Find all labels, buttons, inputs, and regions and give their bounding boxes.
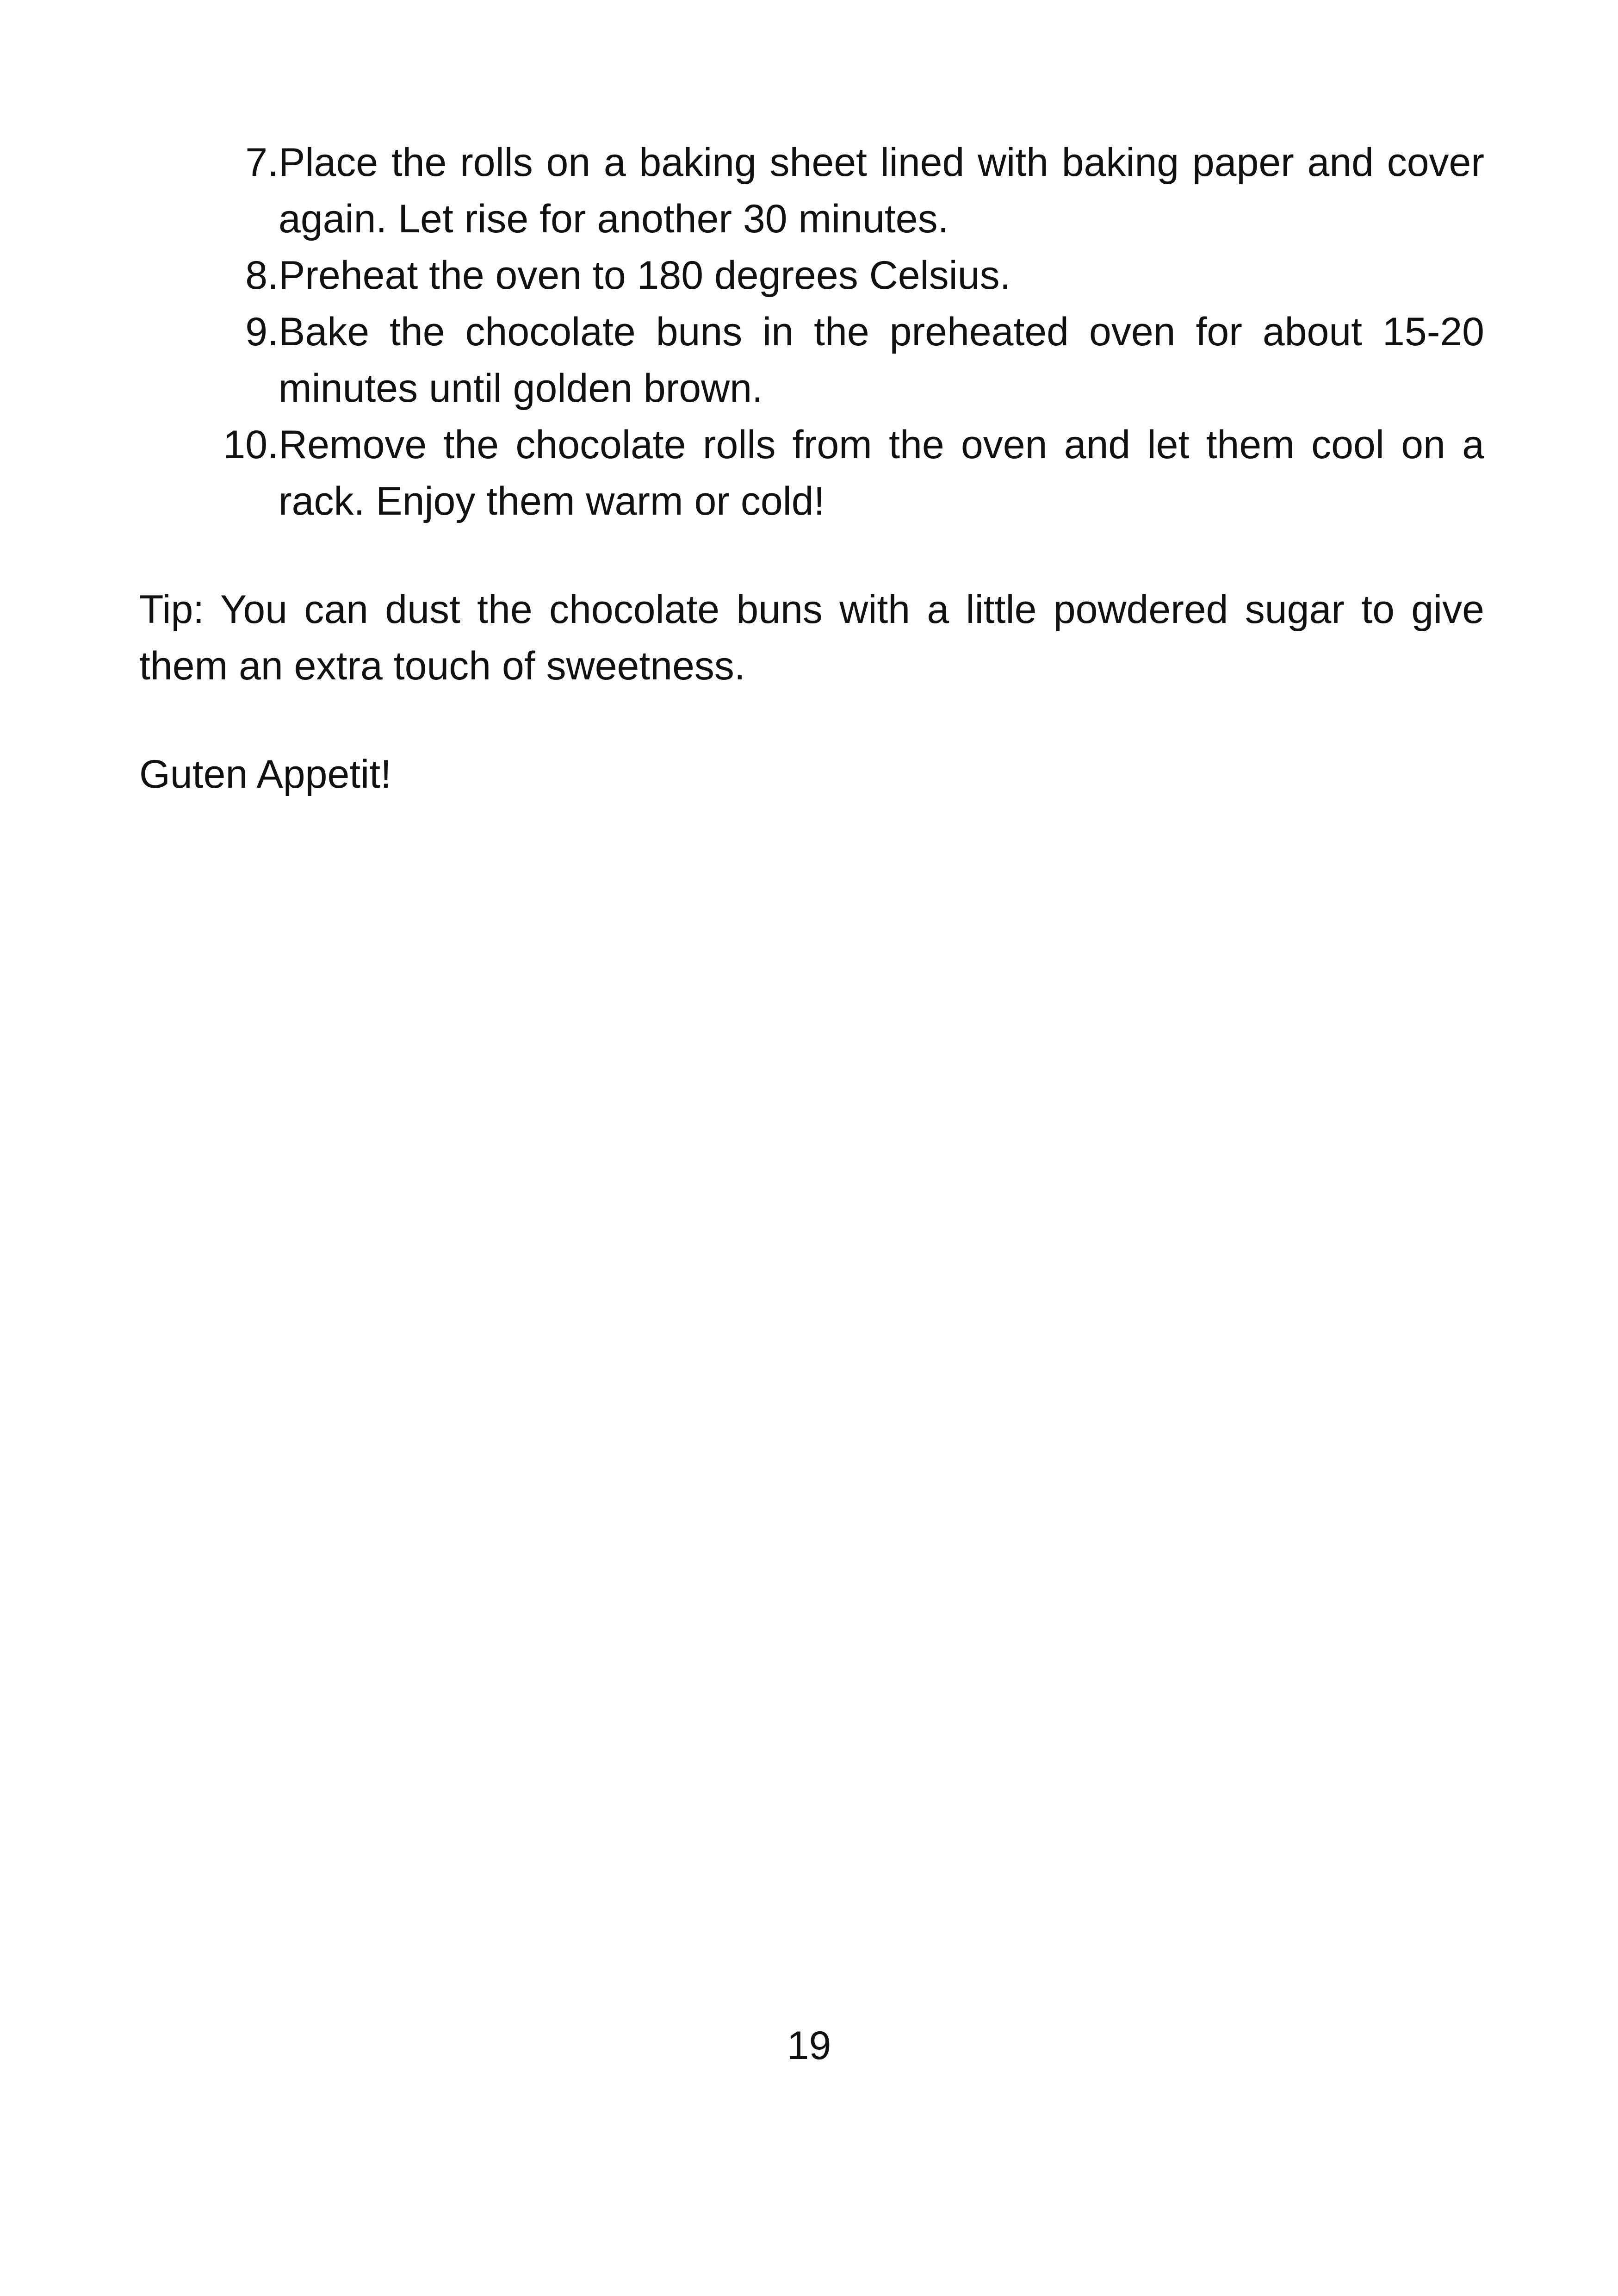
- step-item: [139, 304, 1484, 417]
- step-item: [139, 247, 1484, 304]
- step-text: Remove the chocolate rolls from the oven and let them cool on a rack. Enjoy them warm or cold!: [279, 423, 1484, 523]
- step-number: [139, 304, 279, 417]
- step-item: [139, 134, 1484, 247]
- page-number: 19: [787, 2023, 831, 2068]
- closing-line: Guten Appetit!: [139, 752, 392, 796]
- page-content: [139, 134, 1484, 803]
- step-number-label: 9.: [245, 310, 279, 354]
- step-text: Place the rolls on a baking sheet lined with baking paper and cover again. Let rise for another 30 minutes.: [279, 140, 1484, 241]
- step-number-label: 10.: [223, 423, 279, 467]
- step-number-label: 7.: [245, 140, 279, 185]
- step-number: [139, 417, 279, 529]
- instruction-steps: [139, 134, 1484, 529]
- step-number-label: 8.: [245, 253, 279, 298]
- step-number: [139, 247, 279, 304]
- step-item: [139, 417, 1484, 529]
- tip-paragraph: Tip: You can dust the chocolate buns with a little powdered sugar to give them an extra touch of sweetness.: [139, 587, 1484, 688]
- step-text: Preheat the oven to 180 degrees Celsius.: [279, 253, 1011, 298]
- step-number: [139, 134, 279, 247]
- step-text: Bake the chocolate buns in the preheated oven for about 15-20 minutes until golden brown.: [279, 310, 1484, 411]
